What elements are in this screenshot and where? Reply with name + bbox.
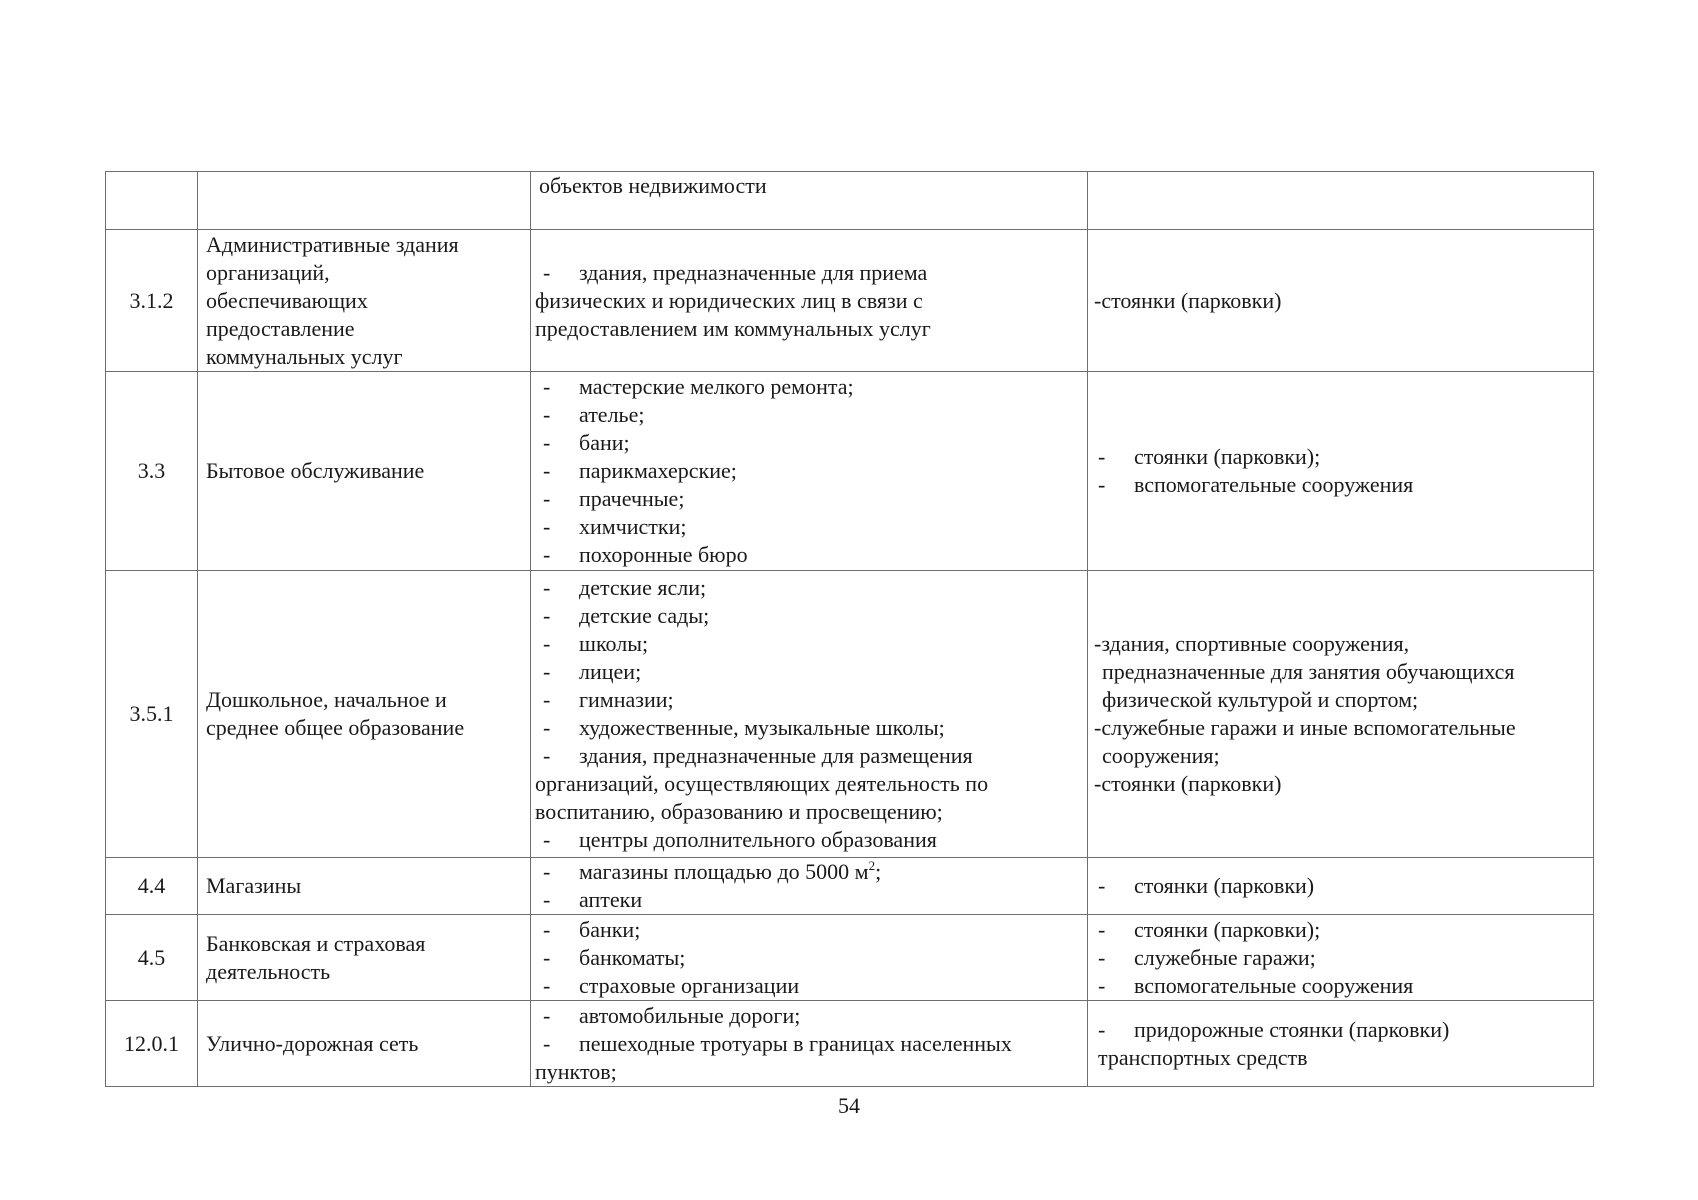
aux-uses-cell — [1088, 172, 1594, 230]
code-cell: 4.4 — [106, 858, 198, 915]
list-item: - здания, предназначенные для приема — [543, 259, 928, 285]
table-row — [106, 230, 1594, 372]
list-item: - школы; — [543, 631, 649, 656]
list-item: - мастерские мелкого ремонта; — [543, 374, 854, 399]
table-row — [106, 372, 1594, 571]
list-item: - автомобильные дороги; — [543, 1002, 801, 1028]
list-item: - здания, предназначенные для размещения — [543, 743, 973, 768]
code-cell — [106, 172, 198, 230]
table-row — [106, 858, 1594, 915]
list-item: - стоянки (парковки); — [1098, 444, 1321, 469]
aux-uses-cell — [1088, 915, 1594, 1001]
main-uses-cell — [531, 858, 1088, 915]
name-cell: Банковская и страховая деятельность — [198, 915, 531, 1001]
code-cell: 3.5.1 — [106, 571, 198, 858]
name-cell: Бытовое обслуживание — [198, 372, 531, 571]
main-text: объектов недвижимости — [539, 173, 767, 198]
code-cell: 4.5 — [106, 915, 198, 1001]
main-uses-cell: - автомобильные дороги; - пешеходные тротуары в границах населенных пунктов; — [531, 1001, 1088, 1087]
main-uses-cell: - здания, предназначенные для приема физических и юридических лиц в связи с предоставлением им коммунальных услуг — [531, 230, 1088, 372]
aux-uses-cell: -стоянки (парковки) — [1088, 230, 1594, 372]
table-row — [106, 571, 1594, 858]
list-item: - страховые организации — [543, 972, 800, 998]
list-item: - лицеи; — [543, 659, 642, 684]
list-item: - центры дополнительного образования — [543, 827, 937, 852]
table-row — [106, 172, 1594, 230]
list-item: - банкоматы; — [543, 944, 686, 970]
list-item: - бани; — [543, 430, 630, 455]
main-uses-cell: - детские ясли; - детские сады; - школы; - лицеи; - гимназии; - художественные, музыкальные школы; - здания, предназначенные для размещения организаций, осуществляющих деятельность по воспитанию, образованию и просвещению; - центры дополнительного образования — [531, 571, 1088, 858]
list-item: - служебные гаражи; — [1098, 944, 1316, 970]
list-item: - химчистки; — [543, 514, 687, 539]
aux-uses-cell: -здания, спортивные сооружения, предназначенные для занятия обучающихся физической культурой и спортом; -служебные гаражи и иные вспомогательные сооружения; -стоянки (парковки) — [1088, 571, 1594, 858]
list-item: - похоронные бюро — [543, 542, 748, 567]
list-item: - аптеки — [543, 887, 643, 912]
aux-uses-cell: - придорожные стоянки (парковки) транспортных средств — [1088, 1001, 1594, 1087]
list-item: - художественные, музыкальные школы; — [543, 715, 945, 740]
name-cell: Дошкольное, начальное и среднее общее образование — [198, 571, 531, 858]
list-item: - прачечные; — [543, 486, 685, 511]
main-uses-cell — [531, 915, 1088, 1001]
list-item: - придорожные стоянки (парковки) — [1098, 1016, 1450, 1042]
land-use-table — [105, 171, 1594, 1087]
list-item: - вспомогательные сооружения — [1098, 472, 1414, 497]
aux-uses-cell — [1088, 372, 1594, 571]
code-cell: 3.1.2 — [106, 230, 198, 372]
list-item: - магазины площадью до 5000 $м^2$; — [543, 858, 882, 884]
list-item: - банки; — [543, 916, 641, 942]
table-row — [106, 915, 1594, 1001]
main-uses-cell — [531, 372, 1088, 571]
code-cell: 12.0.1 — [106, 1001, 198, 1087]
name-cell — [198, 172, 531, 230]
list-item: - пешеходные тротуары в границах населенных — [543, 1030, 1012, 1056]
list-item: - стоянки (парковки) — [1098, 873, 1315, 898]
list-item: - вспомогательные сооружения — [1098, 972, 1414, 998]
code-cell: 3.3 — [106, 372, 198, 571]
main-uses-cell — [531, 172, 1088, 230]
list-item: - ателье; — [543, 402, 645, 427]
name-cell: Магазины — [198, 858, 531, 915]
list-item: - детские ясли; — [543, 575, 707, 600]
list-item: - стоянки (парковки); — [1098, 916, 1321, 942]
table-row — [106, 1001, 1594, 1087]
list-item: - парикмахерские; — [543, 458, 737, 483]
name-cell: Улично-дорожная сеть — [198, 1001, 531, 1087]
name-cell: Административные здания организаций, обеспечивающих предоставление коммунальных услуг — [198, 230, 531, 372]
page-number: 54 — [838, 1093, 860, 1118]
list-item: - гимназии; — [543, 687, 674, 712]
list-item: - детские сады; — [543, 603, 710, 628]
aux-uses-cell — [1088, 858, 1594, 915]
